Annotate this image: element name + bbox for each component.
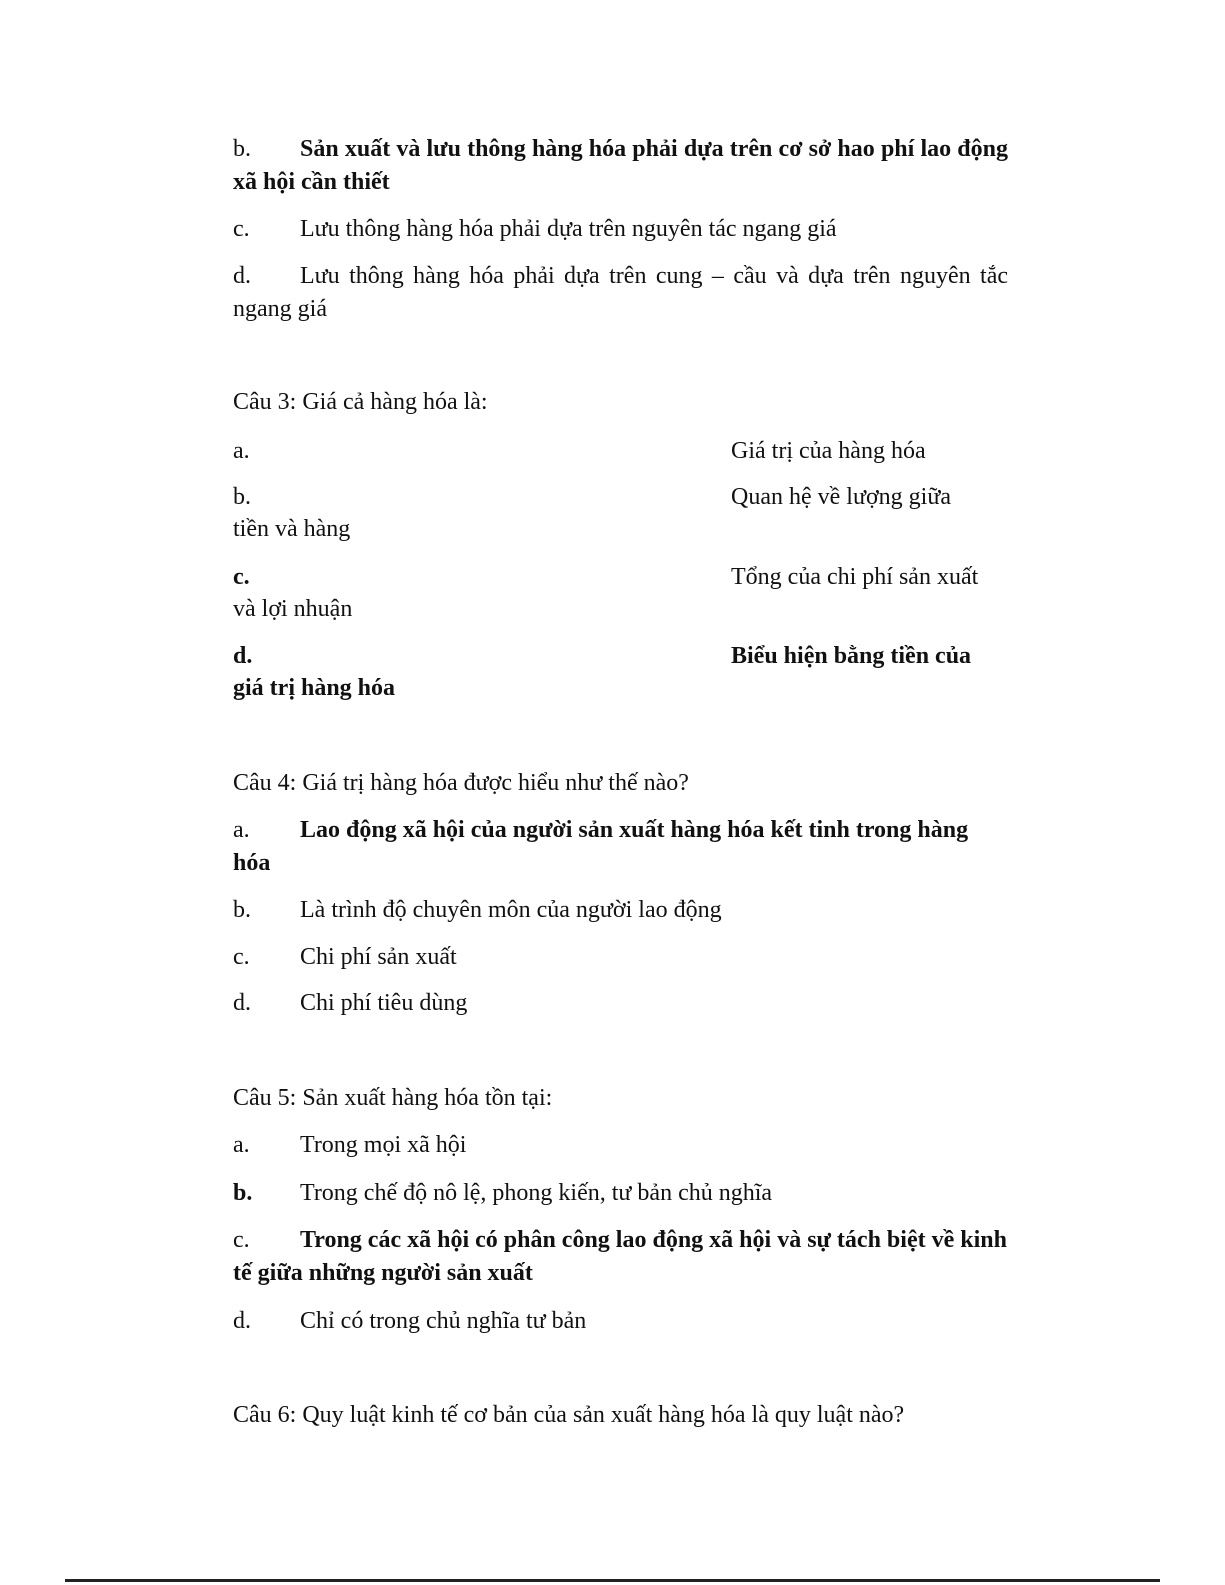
q4-option-b-text: Là trình độ chuyên môn của người lao động — [300, 897, 722, 923]
q2-option-d-letter: d. — [233, 263, 251, 289]
q5-option-d-letter: d. — [233, 1308, 251, 1334]
q3-option-c-text-wrap: và lợi nhuận — [233, 596, 353, 622]
q5-option-b — [233, 1177, 1008, 1210]
q5-option-a-letter: a. — [233, 1132, 250, 1158]
q3-option-b-text-wrap: tiền và hàng — [233, 516, 351, 542]
q3-option-d-text-wrap: giá trị hàng hóa — [233, 675, 396, 701]
q5-option-b-text: Trong chế độ nô lệ, phong kiến, tư bản chủ nghĩa — [300, 1180, 773, 1206]
q5-option-d — [233, 1305, 1008, 1338]
q4-option-b-letter: b. — [233, 897, 251, 923]
q5-option-c — [233, 1224, 1008, 1290]
q3-option-c-text: Tổng của chi phí sản xuất — [731, 564, 979, 590]
q4-option-c-text: Chi phí sản xuất — [300, 944, 457, 970]
q3-option-d-letter: d. — [233, 643, 253, 669]
q3-question: Câu 3: Giá cả hàng hóa là: — [233, 389, 488, 415]
q2-option-c — [233, 213, 1008, 246]
q5-option-d-text: Chỉ có trong chủ nghĩa tư bản — [300, 1308, 587, 1334]
q3-option-a-letter: a. — [233, 438, 250, 464]
q4-option-c-letter: c. — [233, 944, 250, 970]
q2-option-d-text: Lưu thông hàng hóa phải dựa trên cung – cầu và dựa trên nguyên tắc ngang giá — [233, 263, 1008, 322]
q2-option-d — [233, 260, 1008, 326]
page-bottom-rule — [65, 1579, 1160, 1582]
q2-option-b — [233, 133, 1008, 199]
q4-option-d — [233, 987, 1008, 1020]
q4-option-a-text: Lao động xã hội của người sản xuất hàng hóa kết tinh trong hàng hóa — [233, 817, 969, 876]
q4-option-d-text: Chi phí tiêu dùng — [300, 990, 468, 1016]
q4-option-b — [233, 894, 1008, 927]
q3-option-d-text: Biểu hiện bằng tiền của — [731, 643, 972, 669]
q2-option-b-letter: b. — [233, 136, 251, 162]
q5-option-a — [233, 1129, 1008, 1162]
q4-option-c — [233, 941, 1008, 974]
q3-option-a-text: Giá trị của hàng hóa — [731, 438, 926, 464]
q3-option-d — [233, 640, 1008, 704]
q2-option-c-text: Lưu thông hàng hóa phải dựa trên nguyên tác ngang giá — [300, 216, 837, 242]
q2-option-b-text: Sản xuất và lưu thông hàng hóa phải dựa trên cơ sở hao phí lao động xã hội cần thiết — [233, 136, 1008, 195]
q4-question: Câu 4: Giá trị hàng hóa được hiểu như thế nào? — [233, 770, 689, 796]
q3-option-b — [233, 481, 1008, 545]
q5-option-c-text: Trong các xã hội có phân công lao động xã hội và sự tách biệt về kinh tế giữa những người sản xuất — [233, 1227, 1007, 1286]
q3-option-c-letter: c. — [233, 564, 250, 590]
q3-option-c — [233, 561, 1008, 625]
q2-option-c-letter: c. — [233, 216, 250, 242]
q5-option-c-letter: c. — [233, 1227, 250, 1253]
q4-option-a-letter: a. — [233, 817, 250, 843]
q3-option-b-text: Quan hệ về lượng giữa — [731, 484, 951, 510]
q5-question: Câu 5: Sản xuất hàng hóa tồn tại: — [233, 1085, 553, 1111]
q4-option-a — [233, 814, 1008, 880]
q3-option-b-letter: b. — [233, 484, 251, 510]
q6-question: Câu 6: Quy luật kinh tế cơ bản của sản xuất hàng hóa là quy luật nào? — [233, 1402, 905, 1428]
q4-option-d-letter: d. — [233, 990, 251, 1016]
q3-option-a — [233, 435, 1008, 467]
q5-option-a-text: Trong mọi xã hội — [300, 1132, 467, 1158]
q5-option-b-letter: b. — [233, 1180, 253, 1206]
